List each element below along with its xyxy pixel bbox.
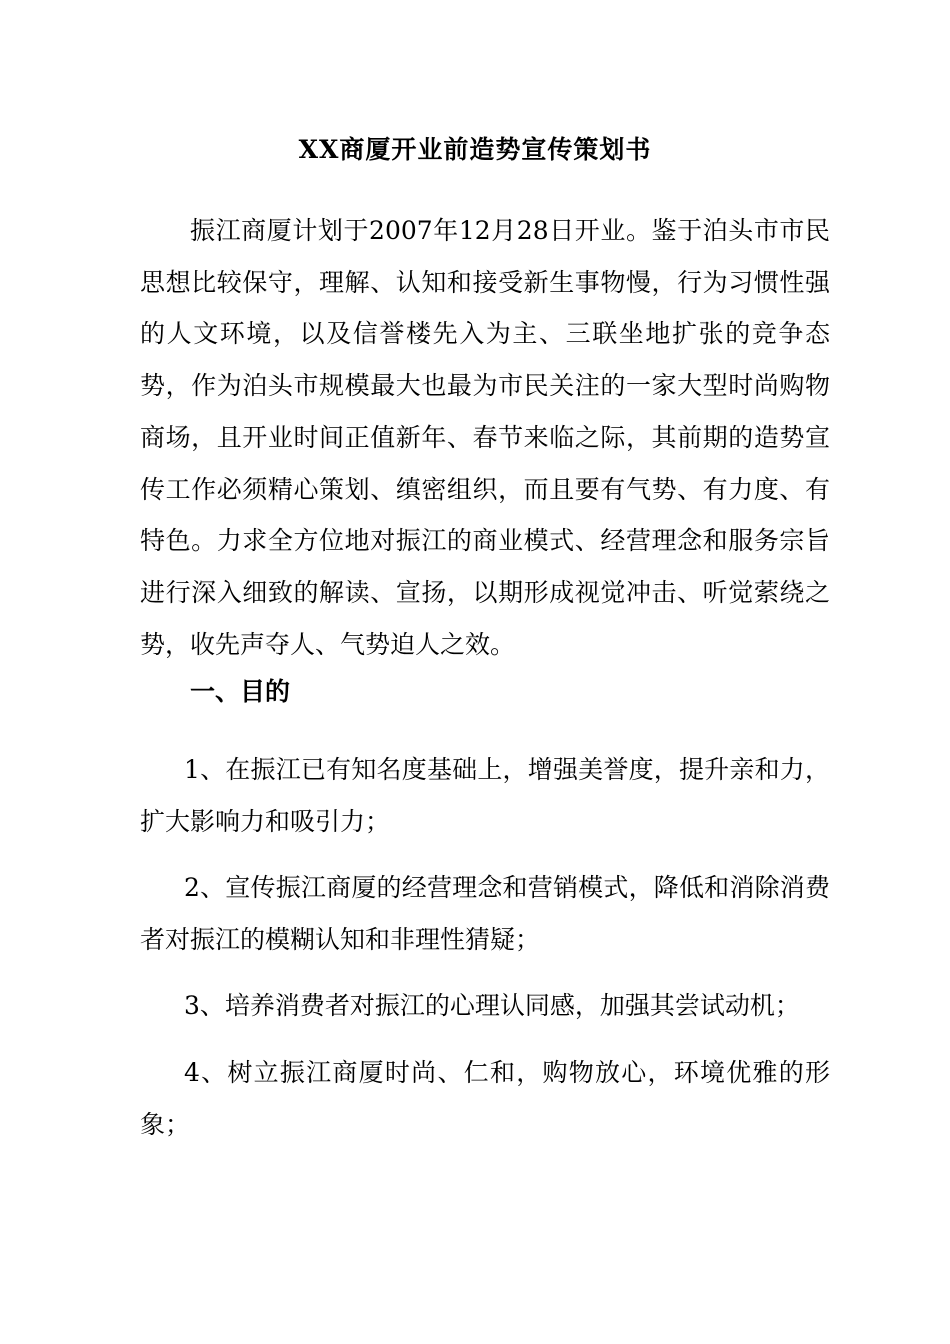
purpose-item-1: 1、在振江已有知名度基础上，增强美誉度，提升亲和力，扩大影响力和吸引力； xyxy=(140,755,830,836)
purpose-item-4: 4、树立振江商厦时尚、仁和，购物放心，环境优雅的形象； xyxy=(140,1058,830,1139)
document-title: XX商厦开业前造势宣传策划书 xyxy=(298,135,652,164)
purpose-item-2: 2、宣传振江商厦的经营理念和营销模式，降低和消除消费者对振江的模糊认知和非理性猜疑； xyxy=(140,873,830,954)
intro-paragraph: 振江商厦计划于2007年12月28日开业。鉴于泊头市市民思想比较保守，理解、认知和接受新生事物慢，行为习惯性强的人文环境，以及信誉楼先入为主、三联坐地扩张的竞争态势，作为泊头市规模最大也最为市民关注的一家大型时尚购物商场，且开业时间正值新年、春节来临之际，其前期的造势宣传工作必须精心策划、缜密组织，而且要有气势、有力度、有特色。力求全方位地对振江的商业模式、经营理念和服务宗旨进行深入细致的解读、宣扬，以期形成视觉冲击、听觉萦绕之势，收先声夺人、气势迫人之效。 xyxy=(140,216,830,659)
purpose-item-3: 3、培养消费者对振江的心理认同感，加强其尝试动机； xyxy=(184,991,800,1020)
section-heading-purpose: 一、目的 xyxy=(190,677,291,706)
